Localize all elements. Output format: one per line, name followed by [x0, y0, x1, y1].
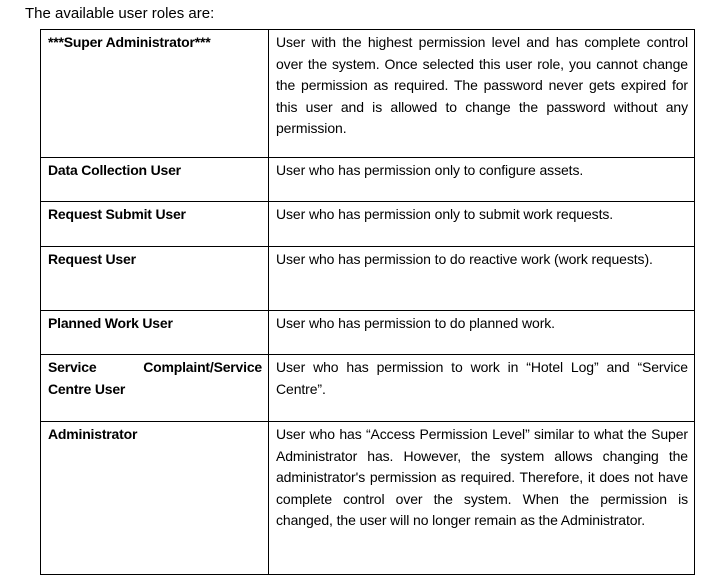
role-name: Request User [41, 247, 269, 311]
role-description: User who has “Access Permission Level” similar to what the Super Administrator has. However, the system allows changing the administrator's permission as required. Therefore, it does not have complete control over the system. When the permission is changed, the user will no longer remain as the Administrator. [269, 422, 695, 575]
table-row [41, 158, 695, 202]
role-description: User who has permission only to submit work requests. [269, 202, 695, 247]
role-name: Administrator [41, 422, 269, 575]
table-row [41, 30, 695, 158]
role-description: User who has permission to do planned work. [269, 311, 695, 355]
role-name: ***Super Administrator*** [41, 30, 269, 158]
table-row [41, 311, 695, 355]
role-description: User with the highest permission level and has complete control over the system. Once selected this user role, you cannot change the permission as required. The password never gets expired for this user and is allowed to change the password without any permission. [269, 30, 695, 158]
table-row [41, 247, 695, 311]
role-description: User who has permission to work in “Hotel Log” and “Service Centre”. [269, 355, 695, 422]
role-name: Service Complaint/Service Centre User [41, 355, 269, 422]
role-name: Data Collection User [41, 158, 269, 202]
role-description: User who has permission only to configure assets. [269, 158, 695, 202]
table-row [41, 422, 695, 575]
role-description: User who has permission to do reactive work (work requests). [269, 247, 695, 311]
table-row [41, 202, 695, 247]
user-roles-table [40, 29, 695, 575]
table-row [41, 355, 695, 422]
role-name: Planned Work User [41, 311, 269, 355]
intro-text: The available user roles are: [25, 5, 215, 22]
role-name: Request Submit User [41, 202, 269, 247]
